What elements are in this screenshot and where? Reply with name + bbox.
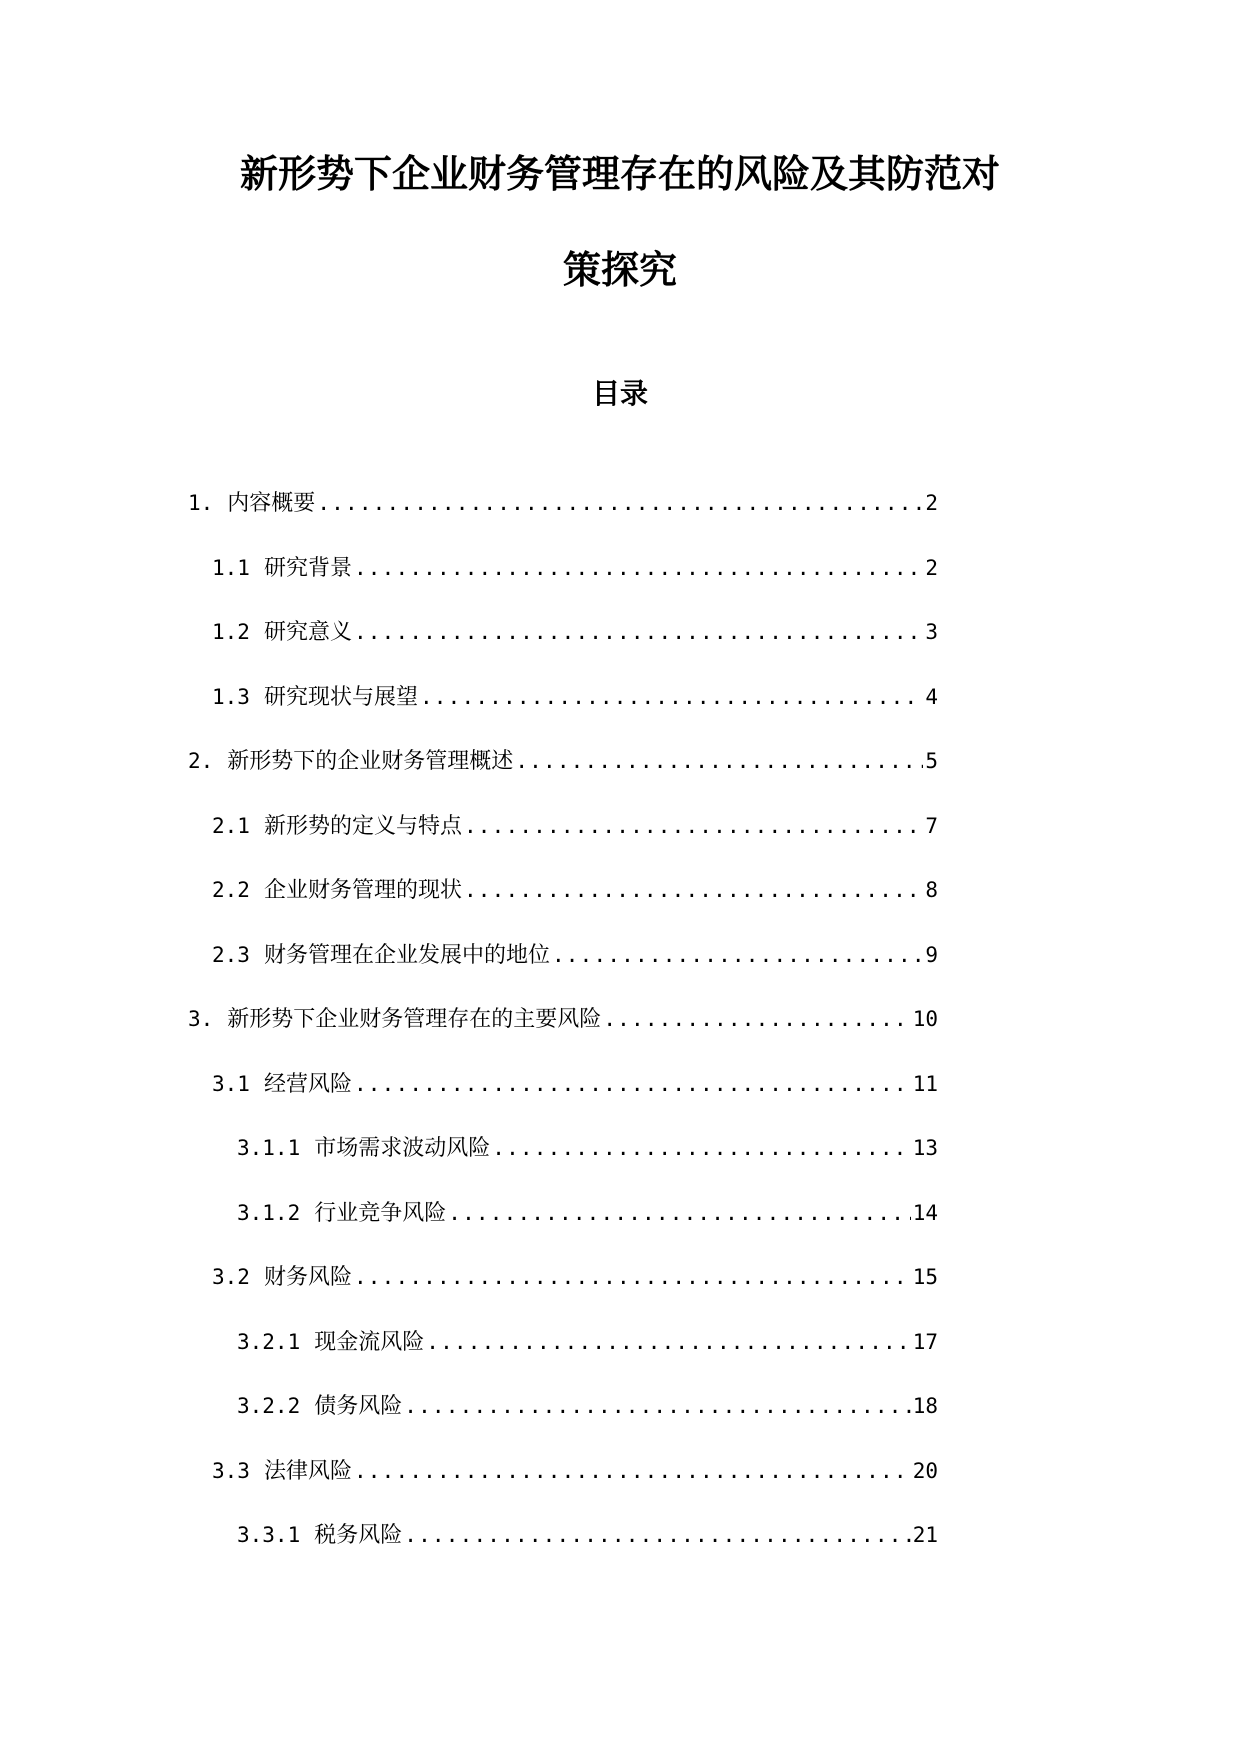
toc-entry-title: 企业财务管理的现状 <box>263 878 462 903</box>
toc-entry[interactable] <box>212 617 938 647</box>
toc-heading: 目录 <box>591 377 648 410</box>
toc-entry-leader-dots <box>354 617 923 647</box>
toc-entry-page-number: 10 <box>912 1007 938 1031</box>
toc-entry-title: 研究意义 <box>263 620 352 645</box>
toc-entry[interactable] <box>212 553 938 583</box>
toc-entry-leader-dots <box>354 553 923 583</box>
toc-entry-number: 3. <box>188 1007 214 1031</box>
toc-entry-leader-dots <box>354 1069 911 1099</box>
toc-entry[interactable] <box>237 1520 938 1550</box>
toc-entry-number: 2.2 <box>212 878 250 902</box>
toc-entry-page-number: 20 <box>912 1458 938 1483</box>
toc-entry[interactable] <box>212 1069 938 1099</box>
toc-entry-title: 经营风险 <box>263 1071 352 1097</box>
toc-entry-page-number: 5 <box>925 749 938 773</box>
toc-entry[interactable] <box>237 1327 938 1357</box>
toc-entry[interactable] <box>212 1456 938 1486</box>
toc-entry-page-number: 9 <box>925 942 938 967</box>
toc-entry[interactable] <box>237 1198 938 1228</box>
toc-entry-leader-dots <box>426 1327 910 1357</box>
toc-entry-number: 2.1 <box>212 813 250 838</box>
toc-entry-leader-dots <box>404 1520 910 1550</box>
toc-entry-leader-dots <box>354 1262 911 1292</box>
toc-entry[interactable] <box>212 940 938 970</box>
toc-entry-title: 法律风险 <box>263 1458 352 1484</box>
toc-entry-title: 现金流风险 <box>314 1329 425 1355</box>
toc-entry[interactable] <box>237 1391 938 1421</box>
toc-entry[interactable] <box>212 875 938 905</box>
toc-entry-title: 财务管理在企业发展中的地位 <box>263 942 550 968</box>
toc-entry-leader-dots <box>492 1133 910 1163</box>
toc-entry[interactable] <box>188 488 938 518</box>
toc-entry-title: 行业竞争风险 <box>314 1200 447 1226</box>
toc-entry-title: 新形势的定义与特点 <box>263 813 462 839</box>
document-title-line-2: 策探究 <box>562 247 677 292</box>
toc-entry-number: 1. <box>188 491 214 515</box>
toc-entry[interactable] <box>188 1004 938 1034</box>
toc-entry-title: 研究现状与展望 <box>263 684 418 710</box>
toc-entry-page-number: 14 <box>912 1200 938 1225</box>
toc-entry-leader-dots <box>464 875 923 905</box>
toc-entry-title: 新形势下的企业财务管理概述 <box>227 749 514 774</box>
toc-entry-page-number: 2 <box>925 555 938 580</box>
toc-entry-number: 1.1 <box>212 555 250 580</box>
toc-entry-leader-dots <box>515 746 923 776</box>
toc-entry-leader-dots <box>603 1004 910 1034</box>
toc-entry-title: 新形势下企业财务管理存在的主要风险 <box>227 1007 602 1032</box>
toc-entry-title: 市场需求波动风险 <box>314 1136 491 1161</box>
toc-entry-number: 3.1 <box>212 1071 250 1096</box>
toc-entry-number: 3.3 <box>212 1458 250 1483</box>
toc-entry[interactable] <box>212 1262 938 1292</box>
toc-entry-page-number: 2 <box>925 491 938 515</box>
toc-entry-leader-dots <box>404 1391 910 1421</box>
toc-entry-leader-dots <box>354 1456 911 1486</box>
toc-entry-leader-dots <box>464 811 923 841</box>
toc-entry-number: 1.3 <box>212 684 250 709</box>
toc-entry-number: 3.3.1 <box>237 1523 301 1547</box>
toc-entry-number: 3.2.1 <box>237 1329 301 1354</box>
toc-entry-page-number: 7 <box>925 813 938 838</box>
toc-entry-title: 内容概要 <box>227 491 316 516</box>
toc-entry[interactable] <box>212 811 938 841</box>
toc-entry-page-number: 11 <box>912 1071 938 1096</box>
toc-entry-number: 2.3 <box>212 942 250 967</box>
toc-entry-title: 税务风险 <box>314 1523 403 1548</box>
document-title-line-1: 新形势下企业财务管理存在的风险及其防范对 <box>239 151 1000 196</box>
toc-entry-leader-dots <box>448 1198 910 1228</box>
toc-entry-leader-dots <box>552 940 923 970</box>
toc-entry-page-number: 17 <box>912 1329 938 1354</box>
toc-entry-number: 3.2 <box>212 1265 250 1289</box>
toc-entry-page-number: 4 <box>925 684 938 709</box>
toc-entry-number: 3.1.1 <box>237 1136 301 1160</box>
toc-entry-page-number: 3 <box>925 620 938 644</box>
toc-entry-leader-dots <box>420 682 923 712</box>
toc-entry-number: 3.1.2 <box>237 1200 301 1225</box>
toc-entry-number: 2. <box>188 749 214 773</box>
toc-entry-number: 1.2 <box>212 620 250 644</box>
toc-entry-leader-dots <box>317 488 923 518</box>
toc-entry[interactable] <box>237 1133 938 1163</box>
toc-entry-title: 债务风险 <box>314 1394 403 1419</box>
toc-entry[interactable] <box>188 746 938 776</box>
toc-entry[interactable] <box>212 682 938 712</box>
toc-entry-title: 研究背景 <box>263 555 352 581</box>
toc-entry-page-number: 8 <box>925 878 938 902</box>
toc-entry-number: 3.2.2 <box>237 1394 301 1418</box>
toc-entry-title: 财务风险 <box>263 1265 352 1290</box>
toc-entry-page-number: 13 <box>912 1136 938 1160</box>
toc-entry-page-number: 21 <box>912 1523 938 1547</box>
toc-entry-page-number: 18 <box>912 1394 938 1418</box>
toc-entry-page-number: 15 <box>912 1265 938 1289</box>
